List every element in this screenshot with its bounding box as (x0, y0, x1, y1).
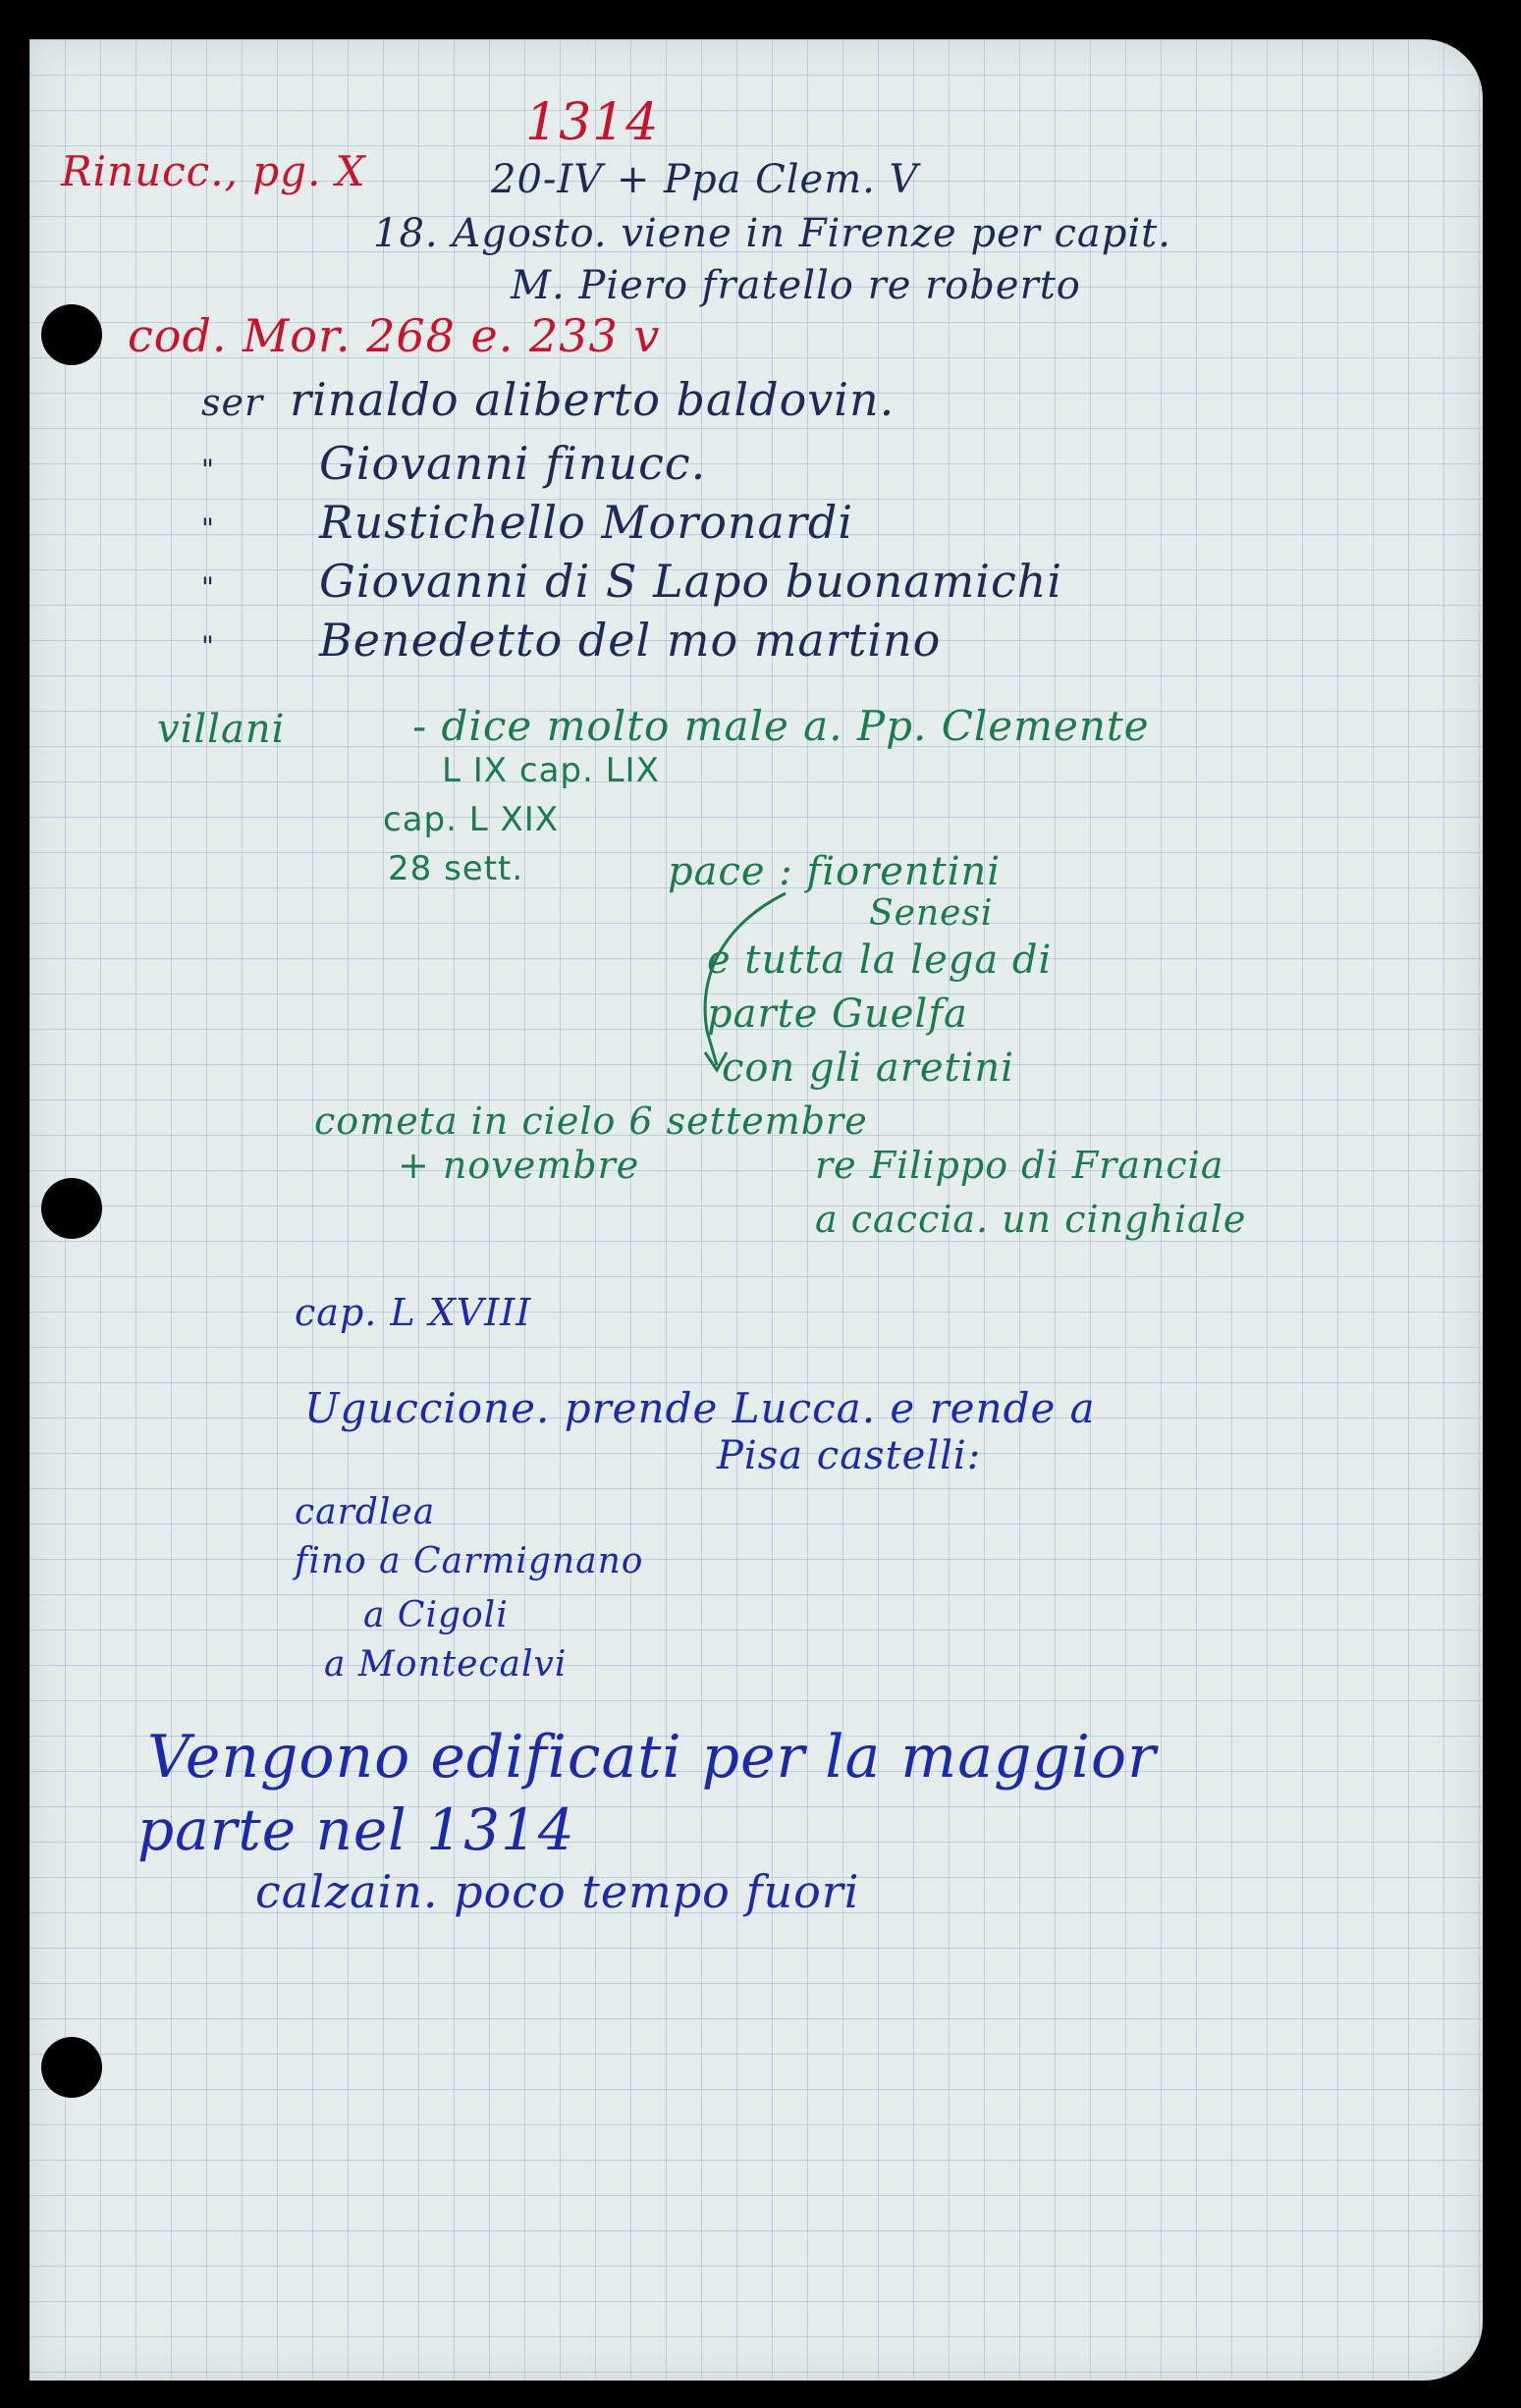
list-item (201, 614, 941, 667)
list-item: cardlea (295, 1492, 436, 1532)
ditto-mark: " (201, 512, 215, 545)
list-item (201, 555, 1062, 608)
header-date: 20-IV + Ppa Clem. V (491, 157, 919, 202)
aretini-line: con gli aretini (722, 1045, 1014, 1091)
ditto-mark: ser (201, 381, 264, 424)
binder-hole-top (41, 304, 102, 365)
villani-text: - dice molto male a. Pp. Clemente (412, 702, 1150, 750)
cometa-line-1: cometa in cielo 6 settembre (314, 1099, 868, 1143)
cometa-line-2: + novembre (398, 1144, 640, 1187)
person-name: Benedetto del mo martino (319, 614, 942, 667)
senesi-line: Senesi (869, 893, 994, 934)
ditto-mark: " (201, 630, 215, 663)
bracket-arrow (687, 883, 805, 1080)
uguccione-line-1: Uguccione. prende Lucca. e rende a (304, 1384, 1096, 1432)
villani-label: villani (157, 707, 286, 752)
person-name: Rustichello Moronardi (319, 496, 854, 549)
ditto-mark: " (201, 571, 215, 604)
caccia-line: a caccia. un cinghiale (815, 1198, 1247, 1241)
list-item: fino a Carmignano (295, 1541, 644, 1581)
villani-chapter-2: cap. L XIX (383, 800, 560, 839)
binder-hole-bottom (41, 2037, 102, 2098)
binder-hole-middle (41, 1178, 102, 1239)
filippo-line: re Filippo di Francia (815, 1144, 1224, 1187)
page-number: 1314 (525, 93, 660, 152)
list-item: a Cigoli (363, 1595, 509, 1635)
lega-line: e tutta la lega di (707, 937, 1053, 983)
person-name: rinaldo aliberto baldovin. (290, 373, 896, 426)
notebook-page (29, 39, 1483, 2381)
villani-chapter-1: L IX cap. LIX (442, 751, 660, 790)
person-name: Giovanni finucc. (319, 437, 707, 490)
closing-line-3: calzain. poco tempo fuori (255, 1865, 860, 1918)
closing-line-1: Vengono edificati per la maggior (147, 1723, 1157, 1792)
header-line-2: 18. Agosto. viene in Firenze per capit. (373, 211, 1171, 256)
uguccione-line-2: Pisa castelli: (717, 1433, 982, 1478)
list-item (201, 373, 895, 426)
list-item (201, 496, 853, 549)
list-item: a Montecalvi (324, 1644, 568, 1685)
codex-reference: cod. Mor. 268 e. 233 v (128, 309, 661, 362)
parte-line: parte Guelfa (707, 991, 968, 1037)
pace-line: pace : fiorentini (668, 849, 1002, 894)
list-item (201, 437, 706, 490)
ditto-mark: " (201, 454, 215, 486)
person-name: Giovanni di S Lapo buonamichi (319, 555, 1063, 608)
header-ref: Rinucc., pg. X (61, 147, 366, 195)
closing-line-2: parte nel 1314 (137, 1796, 575, 1863)
chapter-reference: cap. L XVIII (295, 1291, 532, 1334)
villani-date: 28 sett. (388, 849, 524, 888)
header-line-3: M. Piero fratello re roberto (511, 263, 1081, 308)
